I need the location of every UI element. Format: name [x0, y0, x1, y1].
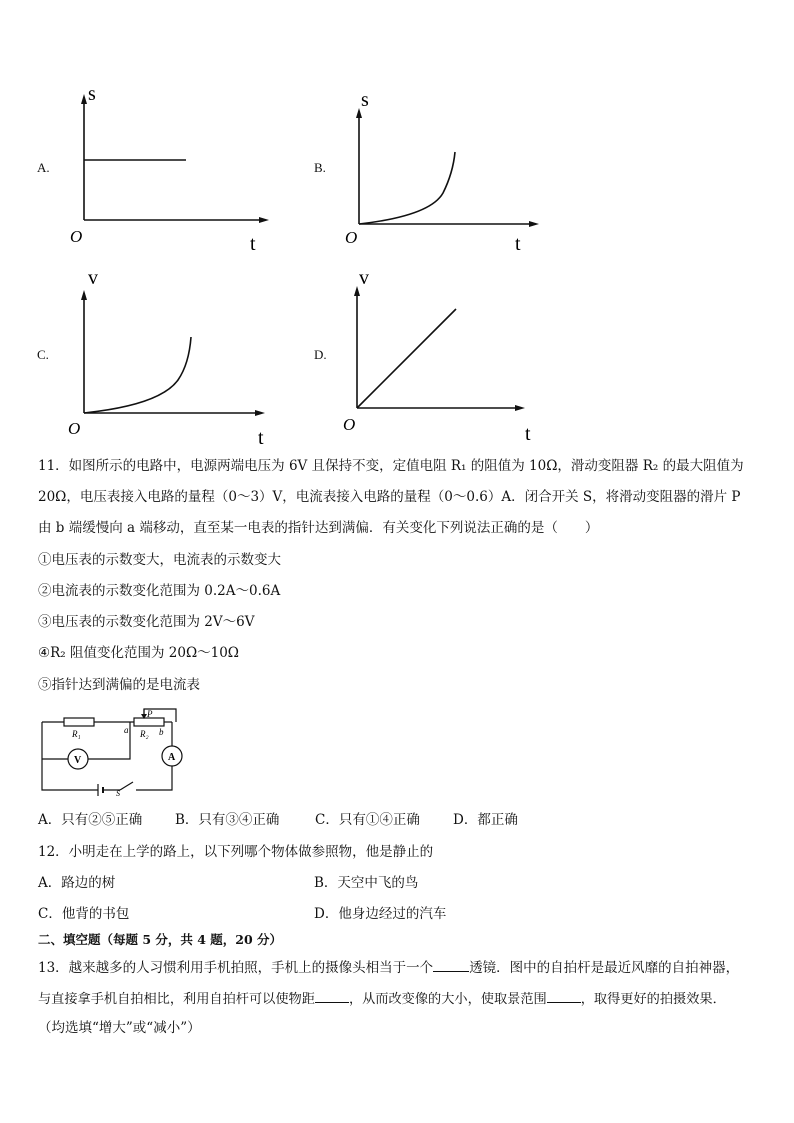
q11-stem-line-3: 由 b 端缓慢向 a 端移动，直至某一电表的指针达到满偏．有关变化下列说法正确的是（ ） [38, 520, 599, 536]
q13-blank-2[interactable] [315, 988, 349, 1003]
circuit-voltmeter-label: V [74, 755, 82, 766]
q11-stem-line-1: 11．如图所示的电路中，电源两端电压为 6V 且保持不变，定值电阻 R₁ 的阻值为 10Ω，滑动变阻器 R₂ 的最大阻值为 [38, 458, 744, 474]
graph-c-curve [84, 337, 191, 413]
graph-d-ylabel: v [359, 267, 369, 289]
q12-option-b[interactable]: B．天空中飞的鸟 [314, 875, 419, 891]
graph-a-y-arrow [81, 94, 87, 104]
graph-c-label: C. [37, 347, 49, 362]
graph-d-label: D. [314, 347, 327, 362]
q13-text-2: 透镜．图中的自拍杆是最近风靡的自拍神器， [469, 960, 740, 976]
q12-option-a[interactable]: A．路边的树 [38, 875, 116, 891]
q11-option-d[interactable]: D．都正确 [453, 812, 518, 828]
graph-b-x-arrow [529, 221, 539, 227]
circuit-a-label: a [124, 725, 129, 735]
q13-line-1 [38, 957, 739, 978]
graph-a-label: A. [37, 160, 50, 175]
q12-option-d[interactable]: D．他身边经过的汽车 [314, 906, 447, 922]
circuit-r1 [64, 718, 94, 726]
circuit-wire-top-left [42, 722, 98, 790]
graph-b-origin: O [345, 228, 358, 247]
q13-text-3: 与直接拿手机自拍相比，利用自拍杆可以使物距 [38, 992, 315, 1007]
q11-statement-2: ②电流表的示数变化范围为 0.2A～0.6A [38, 583, 281, 599]
graph-d [333, 262, 553, 447]
q13-blank-1[interactable] [433, 957, 469, 972]
graph-d-curve [357, 309, 456, 408]
graph-c [60, 262, 280, 447]
q13-text-1: 13．越来越多的人习惯利用手机拍照，手机上的摄像头相当于一个 [38, 960, 434, 976]
q11-statement-3: ③电压表的示数变化范围为 2V～6V [38, 614, 255, 630]
graph-a-origin: O [70, 227, 83, 246]
graph-b [335, 88, 555, 258]
q13-text-4: ，从而改变像的大小，使取景范围 [348, 992, 547, 1007]
circuit-b-label: b [159, 727, 164, 737]
circuit-switch-blade [120, 782, 133, 790]
circuit-r2-label: R₂ [140, 729, 149, 739]
q11-stem-line-2: 20Ω，电压表接入电路的量程（0～3）V，电流表接入电路的量程（0～0.6）A．闭合开关 S，将滑动变阻器的滑片 P [38, 489, 741, 505]
q13-blank-3[interactable] [547, 988, 581, 1003]
circuit-switch-label: S [116, 789, 120, 797]
q13-line-2 [38, 988, 726, 1010]
circuit-r1-label: R₁ [72, 729, 81, 739]
graph-c-ylabel: v [88, 267, 98, 289]
q11-statement-4: ④R₂ 阻值变化范围为 20Ω～10Ω [38, 645, 240, 661]
graph-d-xlabel: t [525, 423, 531, 445]
graph-c-x-arrow [255, 410, 265, 416]
graph-a [60, 80, 280, 255]
graph-a-x-arrow [259, 217, 269, 223]
q12-option-c[interactable]: C．他背的书包 [38, 906, 130, 922]
q11-option-a[interactable]: A．只有②⑤正确 [38, 812, 143, 828]
graph-d-origin: O [343, 415, 356, 434]
q11-circuit-diagram [36, 705, 196, 797]
circuit-p-label: P [147, 709, 153, 719]
graph-a-xlabel: t [250, 233, 256, 255]
graph-c-y-arrow [81, 290, 87, 300]
graph-b-label: B. [314, 160, 326, 175]
graph-b-ylabel: s [361, 89, 369, 111]
circuit-wire-right-bottom [136, 766, 172, 790]
q11-option-c[interactable]: C．只有①④正确 [315, 812, 420, 828]
section-2-title: 二、填空题（每题 5 分，共 4 题，20 分） [38, 932, 283, 947]
q12-stem: 12．小明走在上学的路上，以下列哪个物体做参照物，他是静止的 [38, 844, 434, 860]
q13-note: （均选填“增大”或“减小”） [38, 1020, 201, 1036]
q11-statement-1: ①电压表的示数变大，电流表的示数变大 [38, 552, 281, 568]
q13-text-5: ，取得更好的拍摄效果． [580, 992, 726, 1007]
graph-d-x-arrow [515, 405, 525, 411]
q11-option-b[interactable]: B．只有③④正确 [175, 812, 280, 828]
graph-b-curve [359, 152, 455, 224]
q11-statement-5: ⑤指针达到满偏的是电流表 [38, 677, 200, 693]
circuit-ammeter-label: A [168, 752, 176, 763]
graph-c-xlabel: t [258, 427, 264, 447]
graph-c-origin: O [68, 419, 81, 438]
graph-a-ylabel: s [88, 83, 96, 105]
graph-b-xlabel: t [515, 233, 521, 255]
circuit-r2 [134, 718, 164, 726]
